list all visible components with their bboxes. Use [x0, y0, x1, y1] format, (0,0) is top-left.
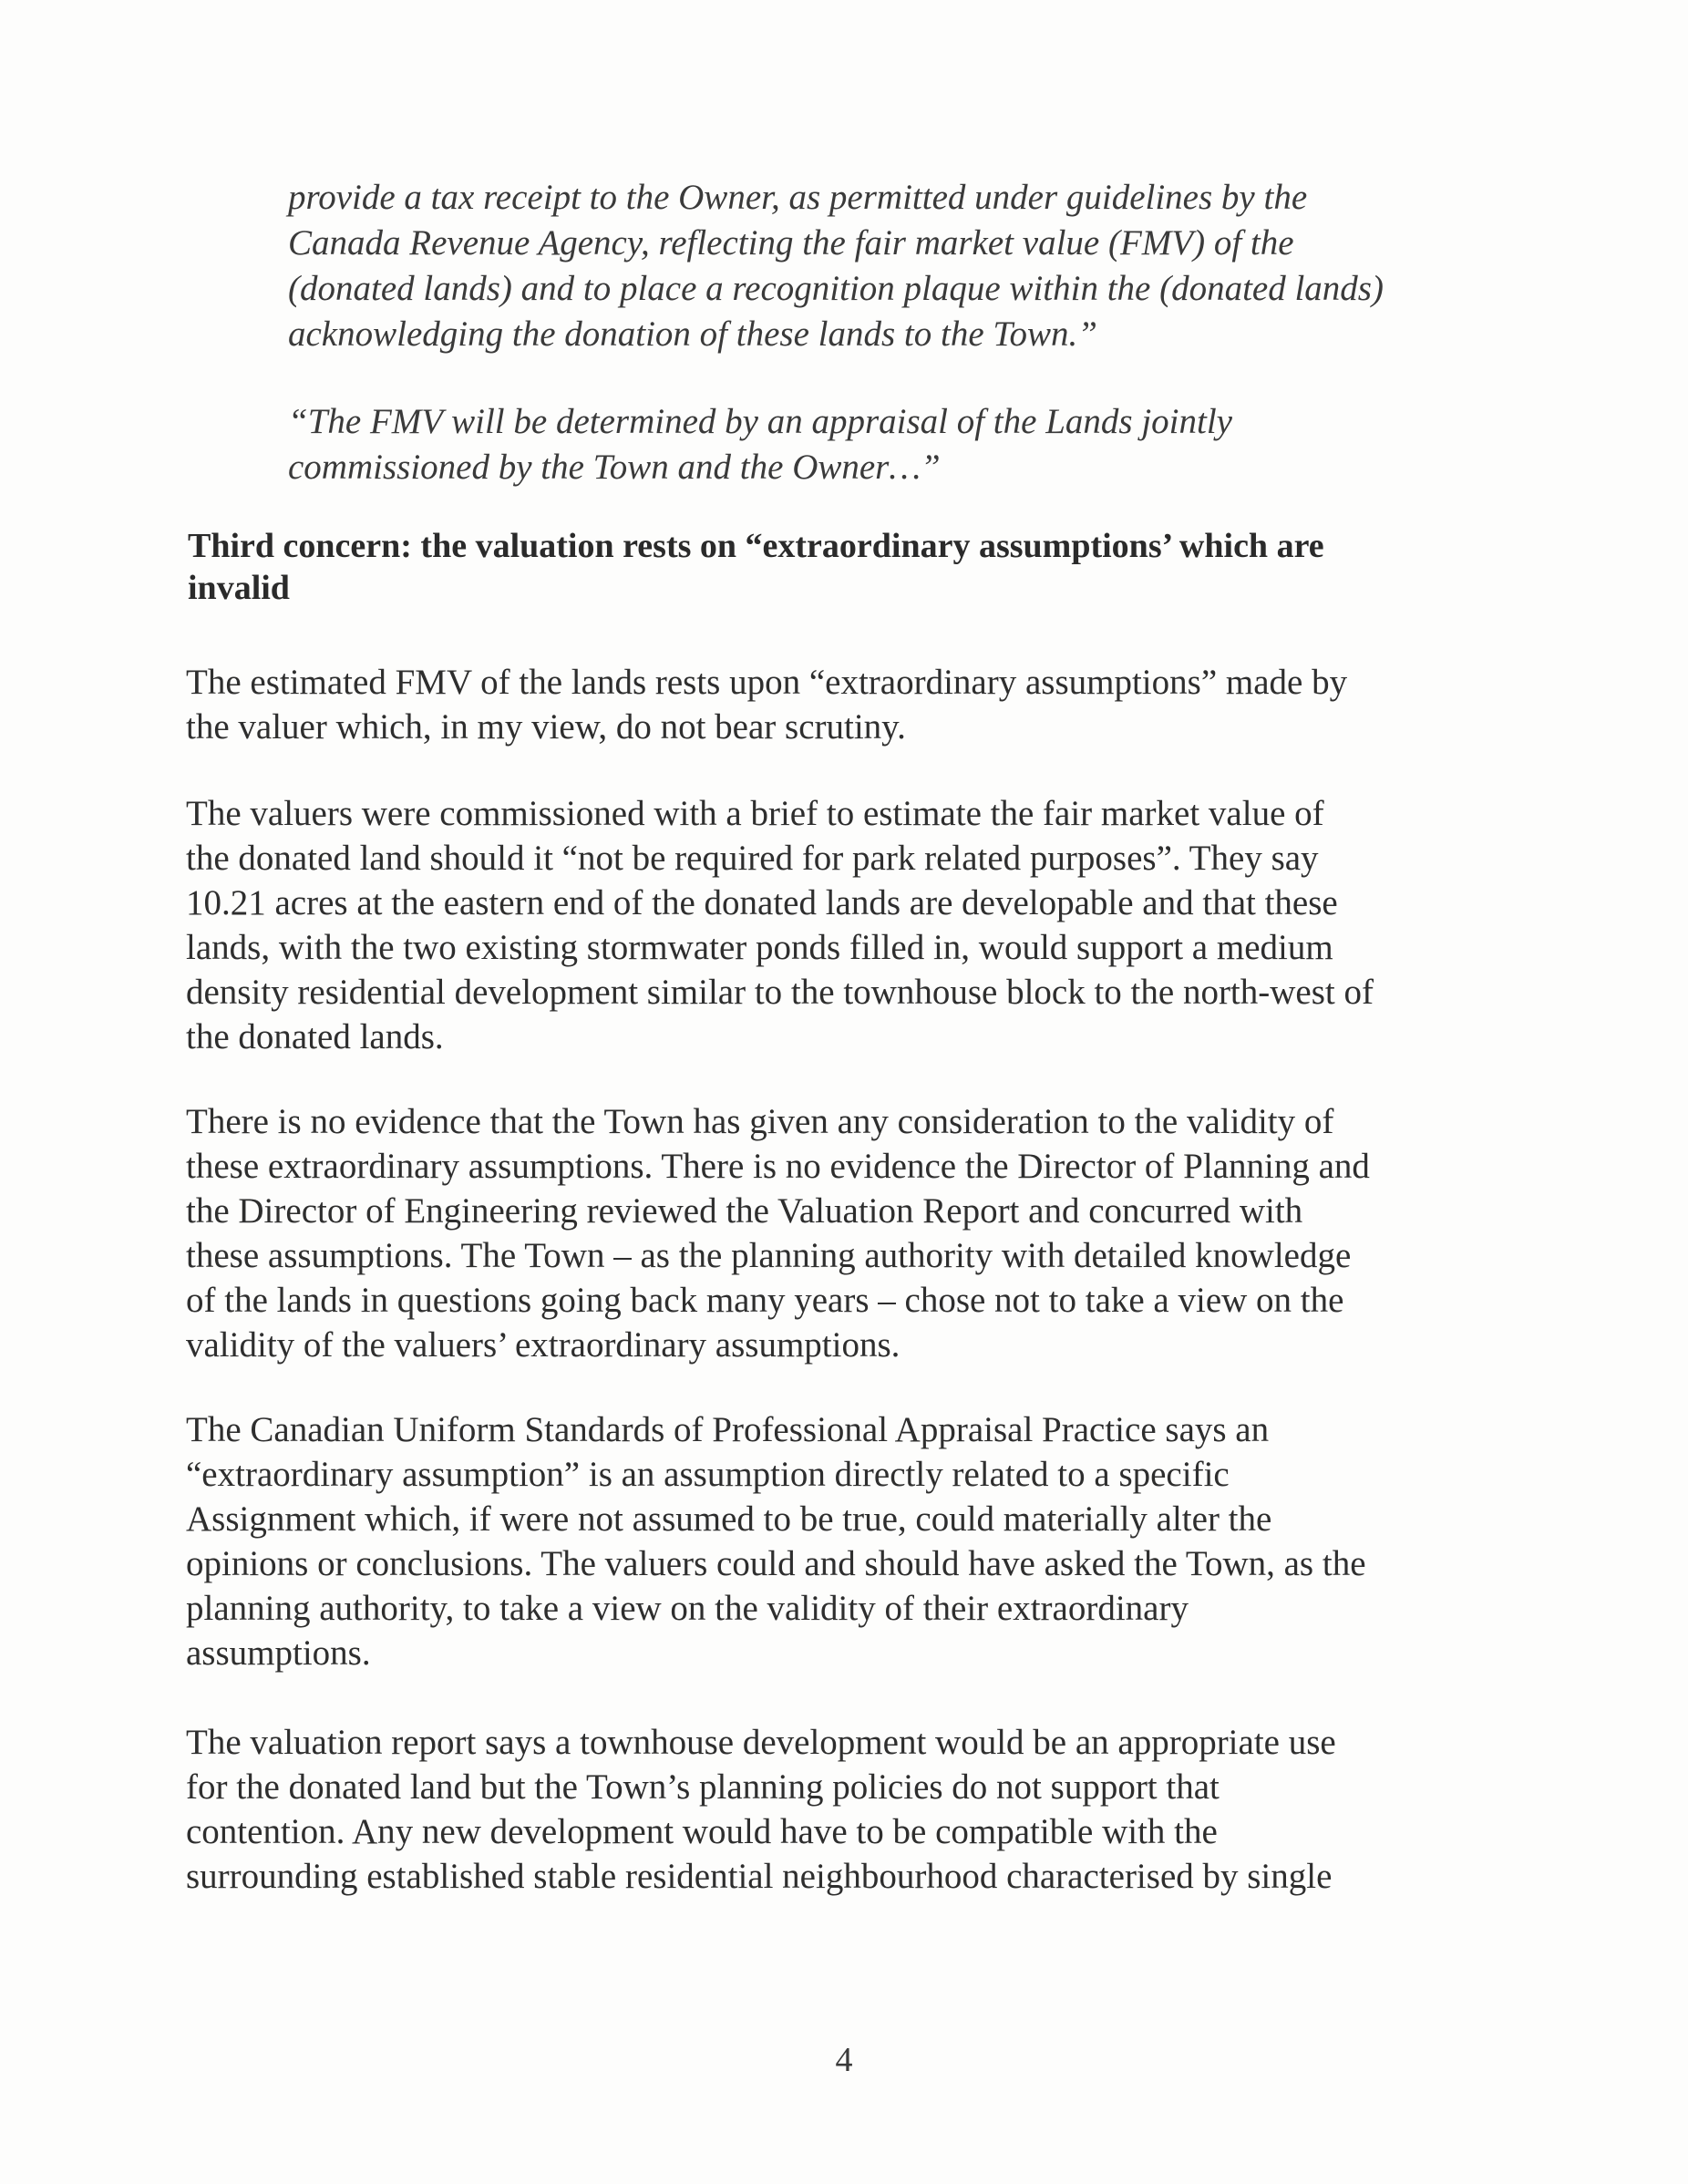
paragraph-line: the valuer which, in my view, do not bear scrutiny. — [186, 707, 906, 747]
paragraph-valuers-brief — [186, 791, 1498, 1059]
section-heading — [188, 525, 1500, 609]
heading-line: Third concern: the valuation rests on “extraordinary assumptions’ which are — [188, 527, 1324, 565]
paragraph-line: Assignment which, if were not assumed to be true, could materially alter the — [186, 1499, 1272, 1539]
paragraph-line: 10.21 acres at the eastern end of the donated lands are developable and that these — [186, 883, 1338, 922]
quote-line: Canada Revenue Agency, reflecting the fair market value (FMV) of the — [288, 223, 1294, 263]
paragraph-line: planning authority, to take a view on the validity of their extraordinary — [186, 1589, 1189, 1628]
block-quote-tax-receipt — [288, 175, 1509, 357]
paragraph-line: opinions or conclusions. The valuers could and should have asked the Town, as the — [186, 1544, 1366, 1583]
paragraph-line: The Canadian Uniform Standards of Professional Appraisal Practice says an — [186, 1410, 1270, 1449]
paragraph-line: assumptions. — [186, 1633, 371, 1673]
paragraph-line: for the donated land but the Town’s planning policies do not support that — [186, 1767, 1220, 1807]
paragraph-line: The valuation report says a townhouse development would be an appropriate use — [186, 1723, 1336, 1762]
page-number: 4 — [835, 2041, 853, 2079]
paragraph-line: of the lands in questions going back many years – chose not to take a view on the — [186, 1281, 1344, 1320]
block-quote-fmv-appraisal — [288, 399, 1509, 490]
paragraph-appraisal-standards — [186, 1407, 1498, 1675]
paragraph-line: the donated lands. — [186, 1017, 444, 1056]
paragraph-line: There is no evidence that the Town has given any consideration to the validity of — [186, 1102, 1334, 1141]
paragraph-line: density residential development similar to the townhouse block to the north-west of — [186, 973, 1374, 1012]
heading-line: invalid — [188, 569, 290, 607]
paragraph-line: surrounding established stable residential neighbourhood characterised by single — [186, 1857, 1333, 1896]
paragraph-line: lands, with the two existing stormwater ponds filled in, would support a medium — [186, 928, 1333, 967]
quote-line: “The FMV will be determined by an appraisal of the Lands jointly — [288, 402, 1232, 441]
paragraph-line: these assumptions. The Town – as the planning authority with detailed knowledge — [186, 1236, 1352, 1275]
quote-line: provide a tax receipt to the Owner, as permitted under guidelines by the — [288, 178, 1308, 217]
paragraph-line: these extraordinary assumptions. There is no evidence the Director of Planning and — [186, 1147, 1370, 1186]
quote-line: acknowledging the donation of these lands to the Town.” — [288, 314, 1097, 354]
paragraph-no-evidence — [186, 1099, 1498, 1367]
quote-line: commissioned by the Town and the Owner…” — [288, 448, 941, 487]
paragraph-estimated-fmv — [186, 660, 1498, 749]
paragraph-line: The valuers were commissioned with a brief to estimate the fair market value of — [186, 794, 1324, 833]
quote-line: (donated lands) and to place a recognition plaque within the (donated lands) — [288, 269, 1384, 308]
paragraph-line: validity of the valuers’ extraordinary assumptions. — [186, 1325, 901, 1365]
paragraph-line: “extraordinary assumption” is an assumption directly related to a specific — [186, 1455, 1230, 1494]
paragraph-line: the Director of Engineering reviewed the Valuation Report and concurred with — [186, 1191, 1303, 1231]
paragraph-line: contention. Any new development would have to be compatible with the — [186, 1812, 1218, 1851]
paragraph-line: The estimated FMV of the lands rests upon “extraordinary assumptions” made by — [186, 663, 1348, 702]
paragraph-planning-policies — [186, 1720, 1498, 1899]
paragraph-line: the donated land should it “not be required for park related purposes”. They say — [186, 839, 1319, 878]
